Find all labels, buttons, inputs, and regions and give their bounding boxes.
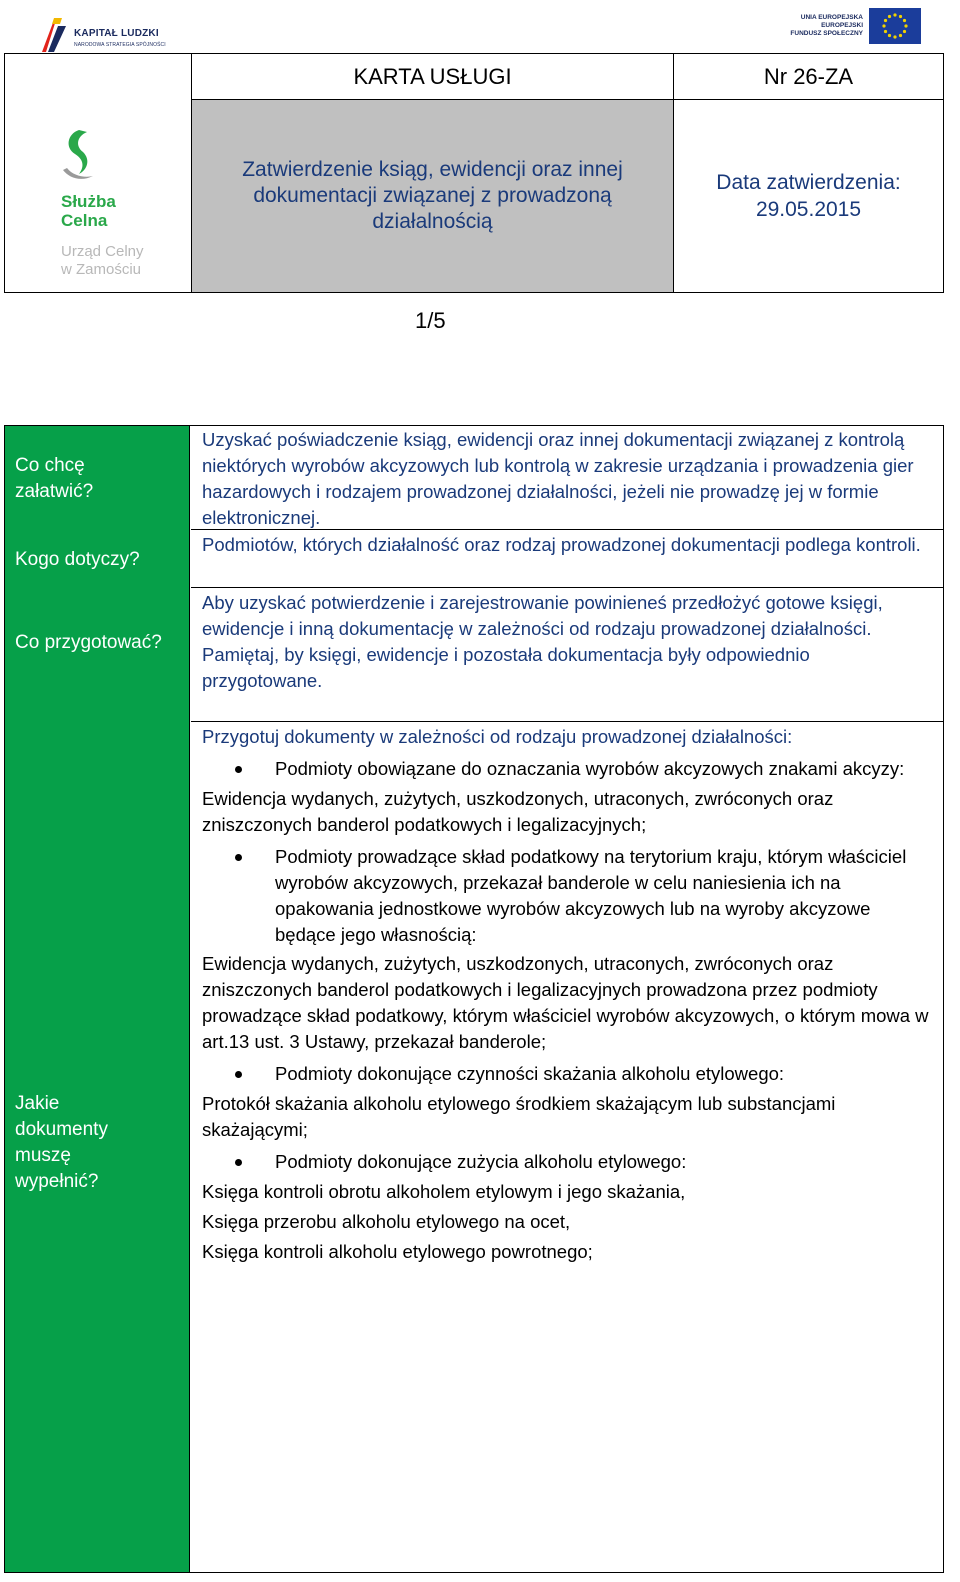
eu-flag-icon <box>869 8 921 44</box>
questions-column <box>5 426 190 1572</box>
answer-prepare-block <box>191 588 943 722</box>
sluzba-celna-icon <box>57 126 107 186</box>
approval-date-cell <box>674 100 943 292</box>
service-card-header <box>4 53 944 293</box>
documents-intro: Przygotuj dokumenty w zależności od rodzaju prowadzonej działalności: <box>202 726 793 747</box>
question-who: Kogo dotyczy? <box>15 549 140 570</box>
page-number: 1/5 <box>415 308 446 333</box>
service-details-table <box>4 425 944 1573</box>
eu-logo-text <box>790 14 863 38</box>
answer-documents-block <box>191 722 943 1265</box>
approval-label: Data zatwierdzenia: <box>716 171 901 194</box>
service-name: Zatwierdzenie ksiąg, ewidencji oraz innej dokumentacji związanej z prowadzoną działalnością <box>242 158 623 233</box>
office-brand-line1: Służba <box>61 192 116 211</box>
bullet-icon <box>235 1071 242 1078</box>
bullet-text: Podmioty prowadzące skład podatkowy na terytorium kraju, którym właściciel wyrobów akcyzowych, przekazał banderole w celu naniesienia ich na opakowania jednostkowe wyrobów akcyzowych lub na wyroby akcyzowe będące jego własnością: <box>275 846 907 945</box>
question-documents: Jakie dokumenty muszę wypełnić? <box>15 1093 108 1192</box>
office-logo-cell <box>5 54 192 292</box>
kapital-ludzki-icon <box>40 16 68 54</box>
document-entry: Protokół skażania alkoholu etylowego środkiem skażającym lub substancjami skażającymi; <box>202 1093 836 1140</box>
bullet-text: Podmioty obowiązane do oznaczania wyrobów akcyzowych znakami akcyzy: <box>275 758 905 779</box>
kapital-ludzki-logo <box>40 16 170 56</box>
answer-what: Uzyskać poświadczenie ksiąg, ewidencji oraz innej dokumentacji związanej z kontrolą niektórych wyrobów akcyzowych lub kontrolą w zakresie urządzania i prowadzenia gier hazardowych i rodzajem prowadzonej działalności, jeżeli nie prowadzę jej w formie elektronicznej. <box>202 429 914 528</box>
office-name-line1: Urząd Celny <box>61 243 144 260</box>
kapital-ludzki-tagline: NARODOWA STRATEGIA SPÓJNOŚCI <box>74 42 166 48</box>
bullet-icon <box>235 766 242 773</box>
service-name-cell <box>192 100 674 292</box>
question-what: Co chcę załatwić? <box>15 455 94 502</box>
answer-what-block <box>191 426 943 530</box>
kapital-ludzki-name: KAPITAŁ LUDZKI <box>74 28 159 39</box>
eu-logo <box>786 8 921 48</box>
answers-column <box>191 426 943 1572</box>
bullet-item <box>191 844 943 948</box>
eu-line3: FUNDUSZ SPOŁECZNY <box>790 30 863 37</box>
eu-line1: UNIA EUROPEJSKA <box>800 14 863 21</box>
bullet-text: Podmioty dokonujące zużycia alkoholu etylowego: <box>275 1151 687 1172</box>
approval-date: 29.05.2015 <box>755 198 862 221</box>
office-brand-line2: Celna <box>61 211 108 230</box>
question-prepare: Co przygotować? <box>15 632 162 653</box>
card-number: Nr 26-ZA <box>674 54 943 100</box>
bullet-text: Podmioty dokonujące czynności skażania alkoholu etylowego: <box>275 1063 785 1084</box>
answer-prepare-2: Pamiętaj, by księgi, ewidencje i pozostała dokumentacja były odpowiednio przygotowane. <box>202 644 810 691</box>
document-entry: Księga kontroli alkoholu etylowego powrotnego; <box>202 1241 593 1262</box>
answer-who-block <box>191 530 943 588</box>
document-entry: Ewidencja wydanych, zużytych, uszkodzonych, utraconych, zwróconych oraz zniszczonych banderol podatkowych i legalizacyjnych prowadzona przez podmioty prowadzące skład podatkowy, którym właściciel wyrobów akcyzowych, o którym mowa w art.13 ust. 3 Ustawy, przekazał banderole; <box>202 953 929 1052</box>
bullet-icon <box>235 854 242 861</box>
office-name-line2: w Zamościu <box>61 261 142 278</box>
bullet-item <box>191 1061 943 1087</box>
document-entry: Ewidencja wydanych, zużytych, uszkodzonych, utraconych, zwróconych oraz zniszczonych banderol podatkowych i legalizacyjnych; <box>202 788 834 835</box>
bullet-item <box>191 1149 943 1175</box>
bullet-icon <box>235 1159 242 1166</box>
answer-who: Podmiotów, których działalność oraz rodzaj prowadzonej dokumentacji podlega kontroli. <box>202 534 921 555</box>
answer-prepare-1: Aby uzyskać potwierdzenie i zarejestrowanie powinieneś przedłożyć gotowe księgi, ewidencje i inną dokumentację w zależności od rodzaju prowadzonej działalności. <box>202 592 883 639</box>
bullet-item <box>191 756 943 782</box>
document-entry: Księga przerobu alkoholu etylowego na ocet, <box>202 1211 571 1232</box>
eu-line2: EUROPEJSKI <box>821 22 863 29</box>
document-entry: Księga kontroli obrotu alkoholem etylowym i jego skażania, <box>202 1181 686 1202</box>
card-title: KARTA USŁUGI <box>192 54 674 100</box>
